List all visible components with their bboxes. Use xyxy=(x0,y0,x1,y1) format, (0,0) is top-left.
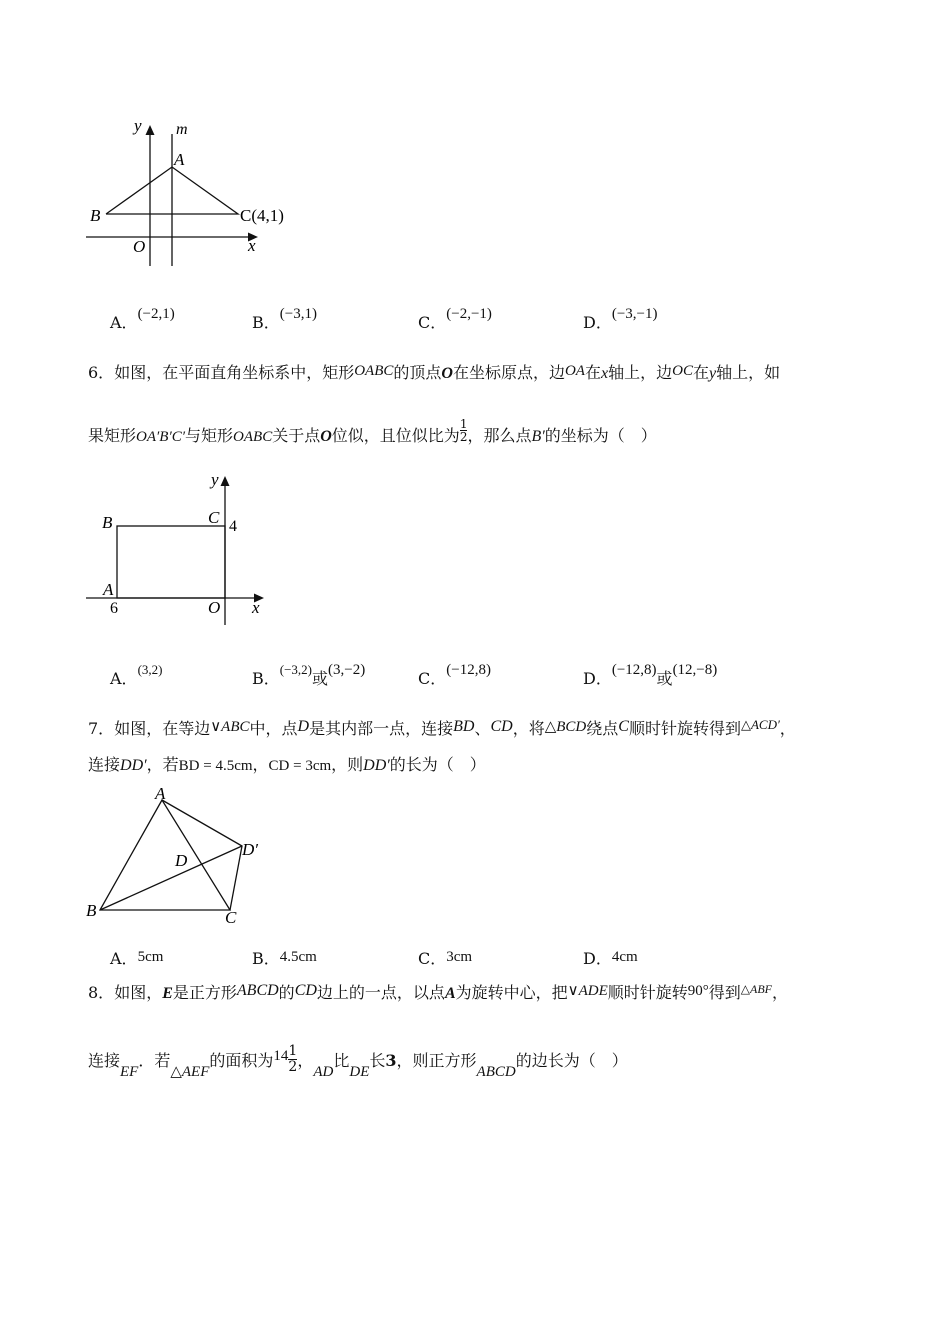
q7-line2: 连接DD′，若BD = 4.5cm，CD = 3cm，则DD′的长为（ ） xyxy=(88,755,486,774)
q6-y-arrow xyxy=(221,476,230,486)
q7-line1: 7．如图，在等边∨ABC中，点D是其内部一点，连接BD、CD，将△BCD绕点C顺时针旋转得到$^{\triangle ACD'}$， xyxy=(88,717,796,738)
q6-label-4: 4 xyxy=(229,518,237,535)
q8-line1: 8．如图，E是正方形ABCD的CD边上的一点，以点A为旋转中心，把∨ADE顺时针旋转90°得到$^{\triangle ABF}$， xyxy=(88,982,789,1002)
q6-label-C: C xyxy=(208,508,220,527)
q7-figure xyxy=(80,784,280,929)
q7-option-b: B．4.5cm xyxy=(252,949,317,968)
q7-option-d: D．4cm xyxy=(583,949,638,968)
q7-option-a: A．5cm xyxy=(110,949,164,968)
q5-label-x: x xyxy=(248,236,256,255)
q6-line2: 果矩形OA′B′C′与矩形OABC关于点O位似，且位似比为 $\frac{1}{2}$ ，那么点B′的坐标为（ ） xyxy=(88,417,657,445)
q5-label-O: O xyxy=(133,237,146,256)
q5-label-A: A xyxy=(174,150,185,169)
q5-figure xyxy=(80,110,310,275)
q6-label-x: x xyxy=(252,598,260,617)
q7-segment-bd xyxy=(100,846,242,910)
q8-line2: 连接EF．若△AEF的面积为14 $\frac{1}{2}$ ，AD比DE长3，则正方形ABCD的边长为（ ） xyxy=(88,1043,628,1080)
q5-option-c: C．(−2,−1) xyxy=(418,306,492,332)
q6-label-O: O xyxy=(208,598,221,617)
q5-option-b: B．(−3,1) xyxy=(252,306,317,332)
q7-label-D: D xyxy=(175,851,188,870)
q7-option-c: C．3cm xyxy=(418,949,473,968)
q7-triangle-acd xyxy=(162,800,242,910)
q7-label-B: B xyxy=(86,901,97,920)
q6-label-A: A xyxy=(103,580,114,599)
q6-label-6: 6 xyxy=(110,600,118,617)
q7-label-A: A xyxy=(155,784,166,803)
q6-figure xyxy=(80,465,280,635)
q5-option-a: A．(−2,1) xyxy=(110,306,175,332)
q6-rectangle xyxy=(117,526,225,598)
q6-label-y: y xyxy=(211,470,219,489)
q6-fraction: $\frac{1}{2}$ xyxy=(459,417,468,444)
q6-option-a: A．$^{(3,2)}$ xyxy=(110,662,163,688)
q5-label-B: B xyxy=(90,206,101,225)
q6-label-B: B xyxy=(102,513,113,532)
q8-fraction: $\frac{1}{2}$ xyxy=(288,1043,298,1075)
q5-label-m: m xyxy=(176,121,188,138)
q5-label-y: y xyxy=(134,116,142,135)
q5-option-d: D．(−3,−1) xyxy=(583,306,658,332)
q7-label-Dp: D′ xyxy=(242,840,258,859)
q6-line1: 6．如图，在平面直角坐标系中，矩形OABC的顶点O在坐标原点，边OA在x轴上，边OC在y轴上，如 xyxy=(88,363,781,382)
q5-label-C: C(4,1) xyxy=(240,206,284,225)
q7-label-C: C xyxy=(225,908,237,927)
q6-option-b: B．$^{(-3,2)}$或(3,−2) xyxy=(252,662,366,688)
q6-option-d: D．(−12,8)或(12,−8) xyxy=(583,662,718,688)
q7-triangle-abc xyxy=(100,800,230,910)
q6-option-c: C．(−12,8) xyxy=(418,662,491,688)
q5-y-arrow xyxy=(146,125,155,135)
